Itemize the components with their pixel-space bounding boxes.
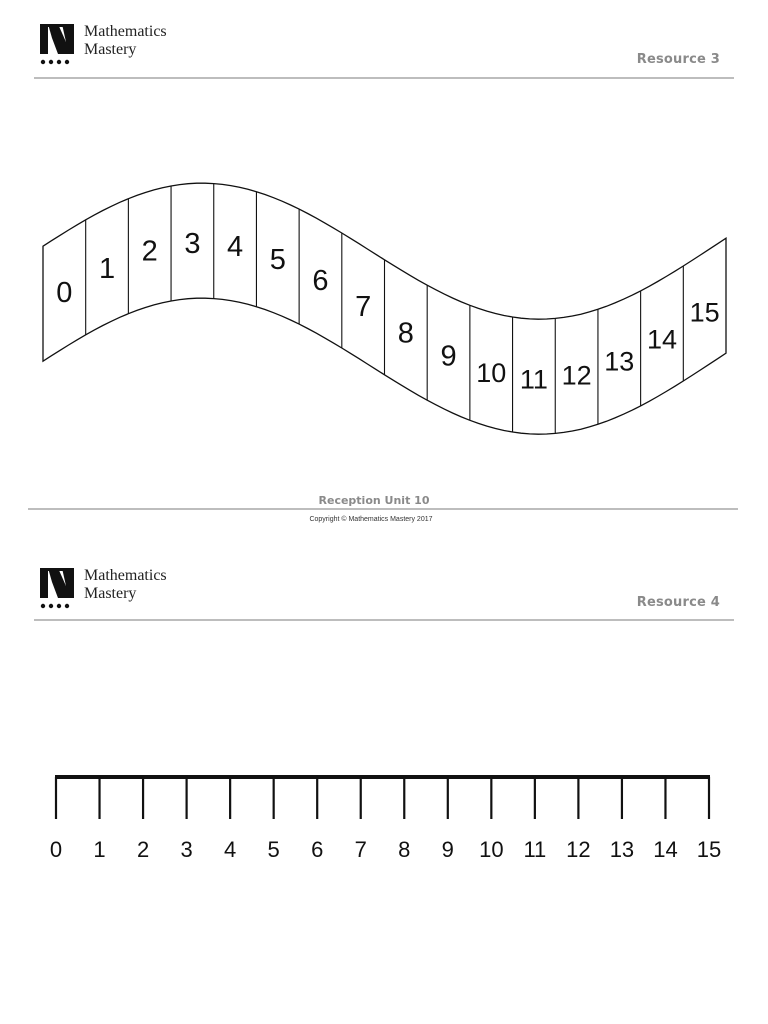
number-line-label: 8 [398,837,411,862]
strip-number: 11 [519,364,548,395]
brand-line-2: Mastery [84,41,137,58]
strip-number: 13 [604,346,635,377]
brand-line-1: Mathematics [84,567,167,584]
number-line-label: 14 [653,837,678,862]
strip-number: 15 [689,297,720,328]
strip-number: 6 [312,264,329,297]
number-line-label: 6 [311,837,324,862]
footer-divider [28,508,738,510]
strip-number: 10 [476,357,507,388]
strip-number: 2 [141,235,158,268]
resource-3-sheet [0,0,768,508]
unit-label: Reception Unit 10 [318,494,430,507]
strip-number: 5 [269,243,286,276]
strip-number: 9 [440,340,457,373]
strip-number: 7 [355,290,372,323]
number-line-label: 12 [566,837,591,862]
strip-number: 4 [227,230,244,263]
strip-number: 14 [646,324,677,355]
number-line [0,512,768,1024]
number-line-label: 11 [523,837,547,862]
strip-number: 3 [184,227,201,260]
number-line-label: 3 [180,837,193,862]
number-line-label: 5 [267,837,280,862]
strip-number: 0 [56,277,73,310]
number-line-label: 4 [224,837,237,862]
strip-number: 1 [98,252,116,285]
copyright-text: Copyright © Mathematics Mastery 2017 [309,516,433,523]
strip-number: 8 [397,317,414,350]
number-line-label: 1 [93,837,106,862]
number-line-label: 10 [479,837,504,862]
resource-label: Resource 4 [636,595,720,610]
number-line-label: 0 [49,837,63,862]
wavy-number-strip [0,0,768,508]
number-line-label: 9 [441,837,454,862]
resource-4-sheet [0,512,768,1024]
number-line-label: 15 [696,837,722,862]
number-line-label: 2 [136,837,150,862]
resource-label: Resource 3 [636,52,720,67]
brand-line-2: Mastery [84,585,137,602]
brand-line-1: Mathematics [84,23,167,40]
strip-number: 12 [561,360,592,391]
number-line-label: 7 [354,837,367,862]
number-line-label: 13 [609,837,635,862]
